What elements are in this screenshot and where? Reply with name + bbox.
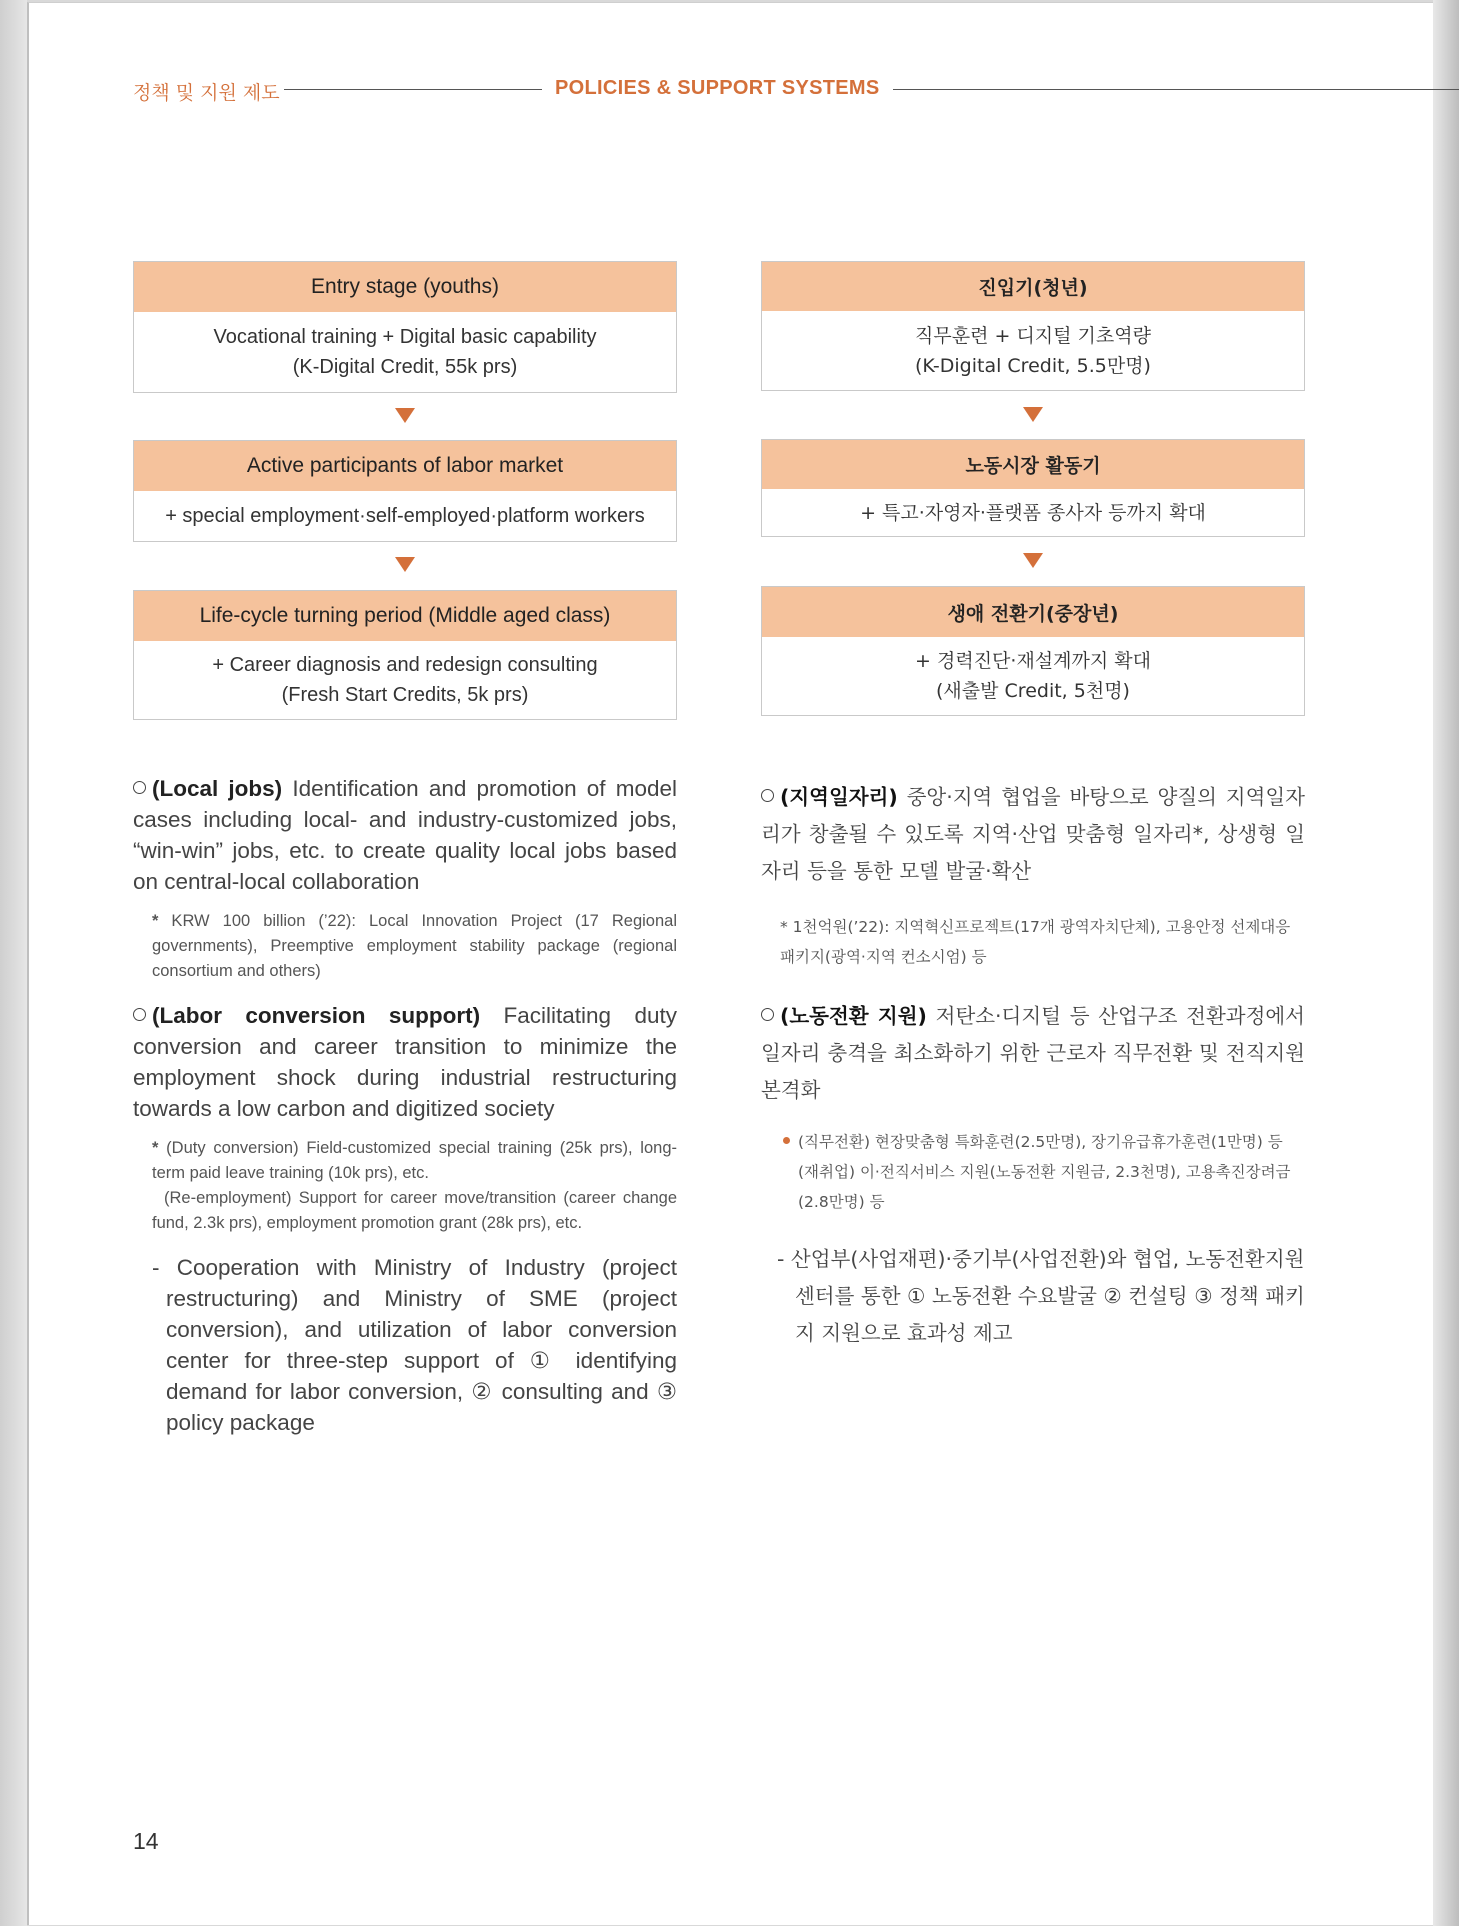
flow-box-title: Life-cycle turning period (Middle aged class)	[134, 591, 676, 641]
right-column	[761, 779, 1305, 1352]
flow-arrow-down	[1023, 553, 1043, 568]
circle-bullet-icon	[761, 1008, 774, 1021]
flow-box-line: 직무훈련 + 디지털 기초역량	[915, 324, 1151, 347]
local-jobs-paragraph-ko	[761, 779, 1305, 890]
flow-box-active-participants	[133, 440, 677, 542]
labor-conversion-paragraph-ko	[761, 998, 1305, 1109]
labor-conversion-note	[152, 1136, 677, 1236]
local-jobs-text: Identification and promotion of model cases including local- and industry-customized jobs, “win-win” jobs, etc. to create quality local jobs based on central-local collaboration	[133, 776, 677, 894]
note-asterisk: *	[152, 912, 159, 930]
page-fold-shadow	[1433, 0, 1459, 1926]
duty-conversion-note: (Duty conversion) Field-customized special training (25k prs), long-term paid leave training (10k prs), etc.	[152, 1139, 677, 1182]
header-rule	[893, 89, 1459, 90]
section-title-ko: 정책 및 지원 제도	[133, 82, 280, 104]
local-jobs-label: (Local jobs)	[152, 776, 283, 801]
section-title-en: POLICIES & SUPPORT SYSTEMS	[555, 77, 880, 99]
flow-arrow-down	[1023, 407, 1043, 422]
local-jobs-paragraph	[133, 773, 677, 897]
page-number: 14	[133, 1828, 159, 1854]
flow-box-line: (Fresh Start Credits, 5k prs)	[281, 684, 529, 706]
flow-box-line: (K-Digital Credit, 55k prs)	[292, 356, 518, 378]
flow-box-life-cycle-ko	[761, 586, 1305, 716]
duty-conversion-note-ko: (직무전환) 현장맞춤형 특화훈련(2.5만명), 장기유급휴가훈련(1만명) 등	[798, 1133, 1283, 1151]
labor-conversion-text: Facilitating duty conversion and career transition to minimize the employment shock during industrial restructuring towards a low carbon and digitized society	[133, 1003, 677, 1121]
flow-box-title: 생애 전환기(중장년)	[762, 587, 1304, 637]
left-column	[133, 773, 677, 1438]
header-rule	[284, 89, 542, 90]
flow-box-line: Vocational training + Digital basic capability	[213, 326, 597, 348]
local-jobs-text-ko: 중앙·지역 협업을 바탕으로 양질의 지역일자리가 창출될 수 있도록 지역·산업 맞춤형 일자리*, 상생형 일자리 등을 통한 모델 발굴·확산	[761, 785, 1305, 883]
local-jobs-label-ko: (지역일자리)	[780, 785, 898, 809]
cooperation-paragraph-ko: - 산업부(사업재편)·중기부(사업전환)와 협업, 노동전환지원 센터를 통한 ① 노동전환 수요발굴 ② 컨설팅 ③ 정책 패키지 지원으로 효과성 제고	[777, 1247, 1305, 1345]
local-jobs-note	[152, 909, 677, 984]
flow-box-line: + Career diagnosis and redesign consulting	[212, 654, 598, 676]
flow-box-entry-stage-ko	[761, 261, 1305, 391]
flow-arrow-down	[395, 557, 415, 572]
circle-bullet-icon	[133, 1008, 146, 1021]
flow-box-title: Entry stage (youths)	[134, 262, 676, 312]
flow-box-active-participants-ko	[761, 439, 1305, 537]
circle-bullet-icon	[133, 781, 146, 794]
labor-conversion-note-ko	[783, 1127, 1305, 1217]
labor-conversion-label: (Labor conversion support)	[152, 1003, 481, 1028]
flow-box-entry-stage	[133, 261, 677, 393]
page-left-edge	[0, 0, 27, 1926]
flow-box-title: 진입기(청년)	[762, 262, 1304, 311]
circle-bullet-icon	[761, 789, 774, 802]
re-employment-note: (Re-employment) Support for career move/transition (career change fund, 2.3k prs), employment promotion grant (28k prs), etc.	[152, 1189, 677, 1232]
labor-conversion-text-ko: 저탄소·디지털 등 산업구조 전환과정에서 일자리 충격을 최소화하기 위한 근로자 직무전환 및 전직지원 본격화	[761, 1004, 1305, 1102]
cooperation-paragraph: - Cooperation with Ministry of Industry (project restructuring) and Ministry of SME (project conversion), and utilization of labor conversion center for three-step support of ① identifying demand for labor conversion, ② consulting and ③ policy package	[152, 1255, 677, 1435]
flow-box-line: + 특고·자영자·플랫폼 종사자 등까지 확대	[860, 501, 1206, 524]
flow-box-line: (새출발 Credit, 5천명)	[936, 680, 1130, 702]
flow-box-line: (K-Digital Credit, 5.5만명)	[915, 354, 1151, 377]
flow-box-title: 노동시장 활동기	[762, 440, 1304, 489]
flow-box-title: Active participants of labor market	[134, 441, 676, 491]
flow-box-line: + 경력진단·재설계까지 확대	[915, 650, 1151, 672]
local-jobs-note-ko: * 1천억원(’22): 지역혁신프로젝트(17개 광역자치단체), 고용안정 선제대응 패키지(광역·지역 컨소시엄) 등	[780, 918, 1291, 966]
labor-conversion-label-ko: (노동전환 지원)	[780, 1004, 927, 1028]
orange-dot-icon	[783, 1137, 790, 1144]
note-asterisk: *	[152, 1139, 159, 1157]
flow-arrow-down	[395, 408, 415, 423]
re-employment-note-ko: (재취업) 이·전직서비스 지원(노동전환 지원금, 2.3천명), 고용촉진장려금 (2.8만명) 등	[798, 1163, 1291, 1211]
flow-box-life-cycle	[133, 590, 677, 720]
labor-conversion-paragraph	[133, 1000, 677, 1124]
flow-box-line: + special employment·self-employed·platform workers	[165, 505, 645, 527]
local-jobs-note-text: KRW 100 billion (’22): Local Innovation Project (17 Regional governments), Preemptive employment stability package (regional consortium and others)	[152, 912, 677, 980]
